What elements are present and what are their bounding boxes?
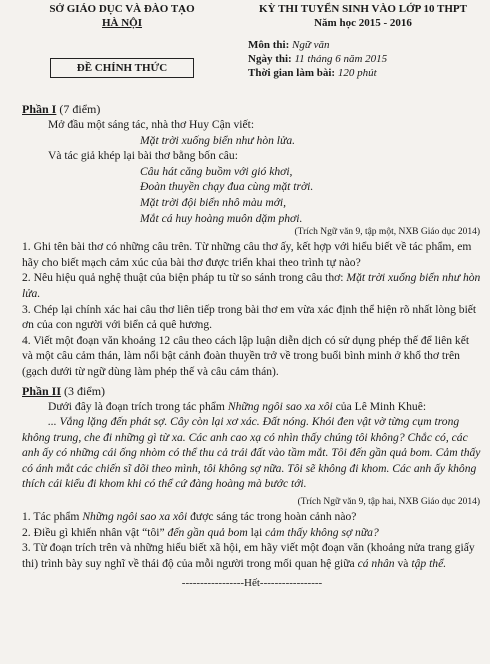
- city-name: HÀ NỘI: [101, 17, 143, 29]
- exam-details: [248, 38, 478, 80]
- part2-intro: Dưới đây là đoạn trích trong tác phẩm Những ngôi sao xa xôi của Lê Minh Khuê:: [48, 399, 427, 413]
- subject-row: Môn thi: Ngữ văn: [248, 39, 330, 51]
- story-excerpt: ... Vắng lặng đến phát sợ. Cây còn lại xơ xác. Đất nóng. Khói đen vật vờ từng cụm trong không trung, che đi những gì từ xa. Các anh cao xạ có nhìn thấy chúng tôi không? Chắc có, các anh ấy có những cái ống nhòm có thể thu cả trái đất vào tầm mắt. Tôi đến gần quả bom. Cảm thấy có ánh mắt các chiến sĩ dõi theo mình, tôi không sợ nữa. Tôi sẽ không đi khom. Các anh ấy không thích cái kiểu đi khom khi có thể cứ đàng hoàng mà bước tới.: [22, 415, 481, 491]
- official-stamp-box: ĐỀ CHÍNH THỨC: [50, 58, 194, 78]
- part2-source: (Trích Ngữ văn 9, tập hai, NXB Giáo dục 2014): [297, 497, 480, 508]
- part2-heading: Phần II (3 điểm): [22, 383, 106, 398]
- part2-question-1: 1. Tác phẩm Những ngôi sao xa xôi được sáng tác trong hoàn cảnh nào?: [22, 510, 357, 524]
- closing-verse-3: Mặt trời đội biển nhô màu mới,: [140, 195, 287, 209]
- exam-info-block: [248, 2, 478, 100]
- exam-header: [22, 2, 482, 100]
- part1-question-1: 1. Ghi tên bài thơ có những câu trên. Từ những câu thơ ấy, kết hợp với hiểu biết về tác phẩm, em hãy cho biết mạch cảm xúc của bài thơ được triển khai theo trình tự nào?: [22, 240, 472, 269]
- part1-question-2: 2. Nêu hiệu quả nghệ thuật của biện pháp tu từ so sánh trong câu thơ: Mặt trời xuống biển như hòn lửa.: [22, 271, 481, 300]
- part1-intro: Mở đầu một sáng tác, nhà thơ Huy Cận viết:: [48, 118, 255, 131]
- department-name: SỞ GIÁO DỤC VÀ ĐÀO TẠO: [49, 3, 195, 15]
- closing-verse-2: Đoàn thuyền chạy đua cùng mặt trời.: [140, 180, 314, 194]
- school-year: Năm học 2015 - 2016: [314, 17, 412, 29]
- time-row: Thời gian làm bài: 120 phút: [248, 67, 377, 79]
- part1-question-3: 3. Chép lại chính xác hai câu thơ liên tiếp trong bài thơ em vừa xác định thể hiện rõ nhất lòng biết ơn của con người với biển cả quê hương.: [22, 302, 477, 332]
- department-block: [22, 2, 222, 100]
- opening-verse: Mặt trời xuống biển như hòn lửa.: [140, 133, 296, 147]
- end-marker: -----------------Hết-----------------: [181, 577, 323, 590]
- part1-source: (Trích Ngữ văn 9, tập một, NXB Giáo dục 2014): [294, 227, 480, 238]
- part2-question-3: 3. Từ đoạn trích trên và những hiểu biết xã hội, em hãy viết một đoạn văn (khoảng nửa trang giấy thi) trình bày suy nghĩ về thái độ của mỗi người trong mối quan hệ giữa cá nhân và tập thể.: [22, 541, 475, 570]
- closing-intro: Và tác giả khép lại bài thơ bằng bốn câu:: [48, 149, 238, 163]
- closing-verse-4: Mắt cá huy hoàng muôn dặm phơi.: [140, 211, 303, 225]
- exam-title: KỲ THI TUYỂN SINH VÀO LỚP 10 THPT: [259, 3, 467, 15]
- part2-question-2: 2. Điều gì khiến nhân vật “tôi” đến gần quả bom lại cảm thấy không sợ nữa?: [22, 525, 379, 539]
- part1-heading: Phần I (7 điểm): [22, 102, 101, 116]
- part1-question-4: 4. Viết một đoạn văn khoảng 12 câu theo cách lập luận diễn dịch có sử dụng phép thế để liên kết và một câu cảm thán, làm nổi bật cảnh đoàn thuyền trở về trong buổi bình minh ở khổ thơ trên (gạch dưới từ ngữ dùng làm phép thế và câu cảm thán).: [22, 333, 470, 378]
- closing-verse-1: Câu hát căng buồm với gió khơi,: [140, 164, 293, 178]
- date-row: Ngày thi: 11 tháng 6 năm 2015: [248, 53, 388, 65]
